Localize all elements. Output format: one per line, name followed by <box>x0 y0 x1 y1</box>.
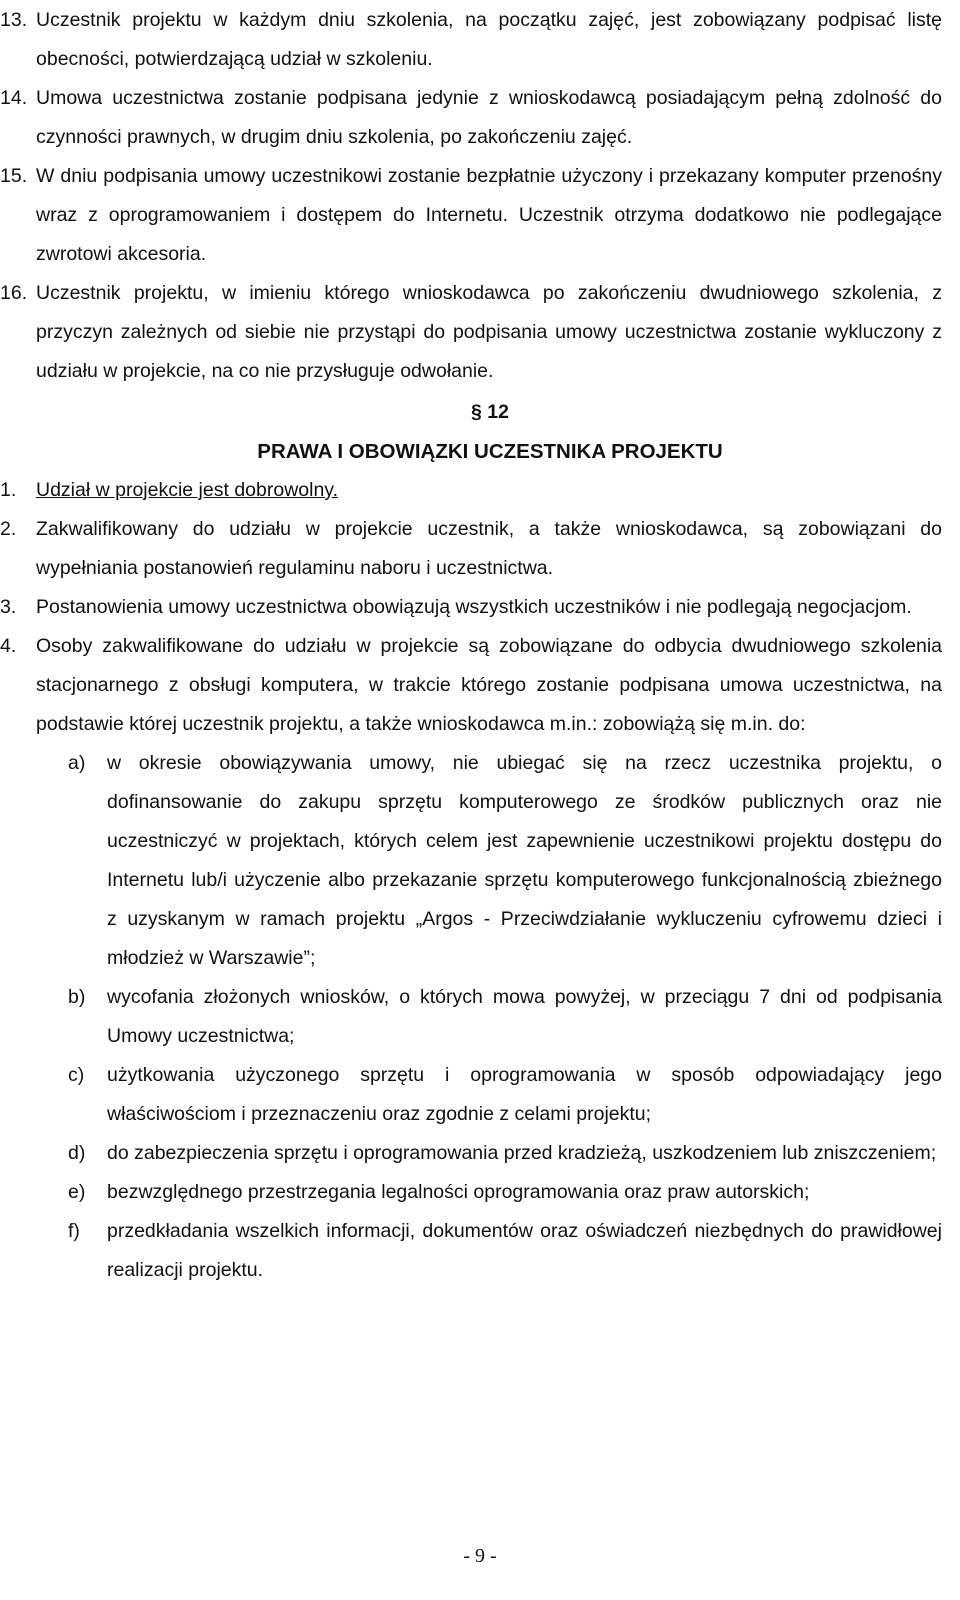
section-number: § 12 <box>471 401 509 423</box>
sub-item-letter: f) <box>68 1220 80 1242</box>
sub-item-letter: e) <box>68 1181 86 1203</box>
sub-item-letter: b) <box>68 986 86 1008</box>
sub-item-text: w okresie obowiązywania umowy, nie ubiegać się na rzecz uczestnika projektu, o dofinansowanie do zakupu sprzętu komputerowego ze środków publicznych oraz nie uczestniczyć w projektach, których celem jest zapewnienie uczestnikowi projektu dostępu do Internetu lub/i użyczenie albo przekazanie sprzętu komputerowego funkcjonalnością zbieżnego z uzyskanym w ramach projektu „Argos - Przeciwdziałanie wykluczeniu cyfrowemu dzieci i młodzież w Warszawie”; <box>107 752 942 969</box>
list-item <box>0 471 942 510</box>
sub-item-text: przedkładania wszelkich informacji, dokumentów oraz oświadczeń niezbędnych do prawidłowej realizacji projektu. <box>107 1220 942 1281</box>
sub-item-text: do zabezpieczenia sprzętu i oprogramowania przed kradzieżą, uszkodzeniem lub zniszczeniem; <box>107 1142 937 1164</box>
sub-list-item <box>0 1173 942 1212</box>
sub-list-item <box>0 978 942 1056</box>
sub-list-item <box>0 1134 942 1173</box>
sub-item-letter: a) <box>68 752 86 774</box>
item-text: Umowa uczestnictwa zostanie podpisana jedynie z wnioskodawcą posiadającym pełną zdolność do czynności prawnych, w drugim dniu szkolenia, po zakończeniu zajęć. <box>36 87 942 148</box>
item-text: Uczestnik projektu, w imieniu którego wnioskodawca po zakończeniu dwudniowego szkolenia, z przyczyn zależnych od siebie nie przystąpi do podpisania umowy uczestnictwa zostanie wykluczony z udziału w projekcie, na co nie przysługuje odwołanie. <box>36 282 942 382</box>
page-content <box>0 1 960 1290</box>
item-number: 3. <box>0 596 17 618</box>
item-text: Postanowienia umowy uczestnictwa obowiązują wszystkich uczestników i nie podlegają negocjacjom. <box>36 596 912 618</box>
item-text: Zakwalifikowany do udziału w projekcie uczestnik, a także wnioskodawca, są zobowiązani do wypełniania postanowień regulaminu naboru i uczestnictwa. <box>36 518 942 579</box>
list-item <box>0 510 942 588</box>
sub-item-text: bezwzględnego przestrzegania legalności oprogramowania oraz praw autorskich; <box>107 1181 810 1203</box>
list-item <box>0 274 942 391</box>
item-number: 4. <box>0 635 17 657</box>
sub-list-item <box>0 744 942 978</box>
item-text: Udział w projekcie jest dobrowolny. <box>36 479 339 501</box>
item-number: 14. <box>0 87 28 109</box>
sub-list-item <box>0 1212 942 1290</box>
page-number: - 9 - <box>463 1545 497 1567</box>
item-number: 16. <box>0 282 28 304</box>
item-number: 2. <box>0 518 17 540</box>
list-item <box>0 157 942 274</box>
list-item <box>0 79 942 157</box>
list-item <box>0 588 942 627</box>
sub-list-item <box>0 1056 942 1134</box>
item-number: 13. <box>0 9 28 31</box>
item-text: W dniu podpisania umowy uczestnikowi zostanie bezpłatnie użyczony i przekazany komputer przenośny wraz z oprogramowaniem i dostępem do Internetu. Uczestnik otrzyma dodatkowo nie podlegające zwrotowi akcesoria. <box>36 165 942 265</box>
sub-item-text: użytkowania użyczonego sprzętu i oprogramowania w sposób odpowiadający jego właściwościom i przeznaczeniu oraz zgodnie z celami projektu; <box>107 1064 942 1125</box>
list-item <box>0 627 942 744</box>
section-title: PRAWA I OBOWIĄZKI UCZESTNIKA PROJEKTU <box>257 440 723 463</box>
item-number: 15. <box>0 165 28 187</box>
sub-item-letter: c) <box>68 1064 85 1086</box>
sub-item-text: wycofania złożonych wniosków, o których mowa powyżej, w przeciągu 7 dni od podpisania Umowy uczestnictwa; <box>107 986 942 1047</box>
item-number: 1. <box>0 479 17 501</box>
list-item <box>0 1 942 79</box>
item-text: Uczestnik projektu w każdym dniu szkolenia, na początku zajęć, jest zobowiązany podpisać listę obecności, potwierdzającą udział w szkoleniu. <box>36 9 942 70</box>
sub-item-letter: d) <box>68 1142 86 1164</box>
item-text: Osoby zakwalifikowane do udziału w projekcie są zobowiązane do odbycia dwudniowego szkolenia stacjonarnego z obsługi komputera, w trakcie którego zostanie podpisana umowa uczestnictwa, na podstawie której uczestnik projektu, a także wnioskodawca m.in.: zobowiążą się m.in. do: <box>36 635 942 735</box>
